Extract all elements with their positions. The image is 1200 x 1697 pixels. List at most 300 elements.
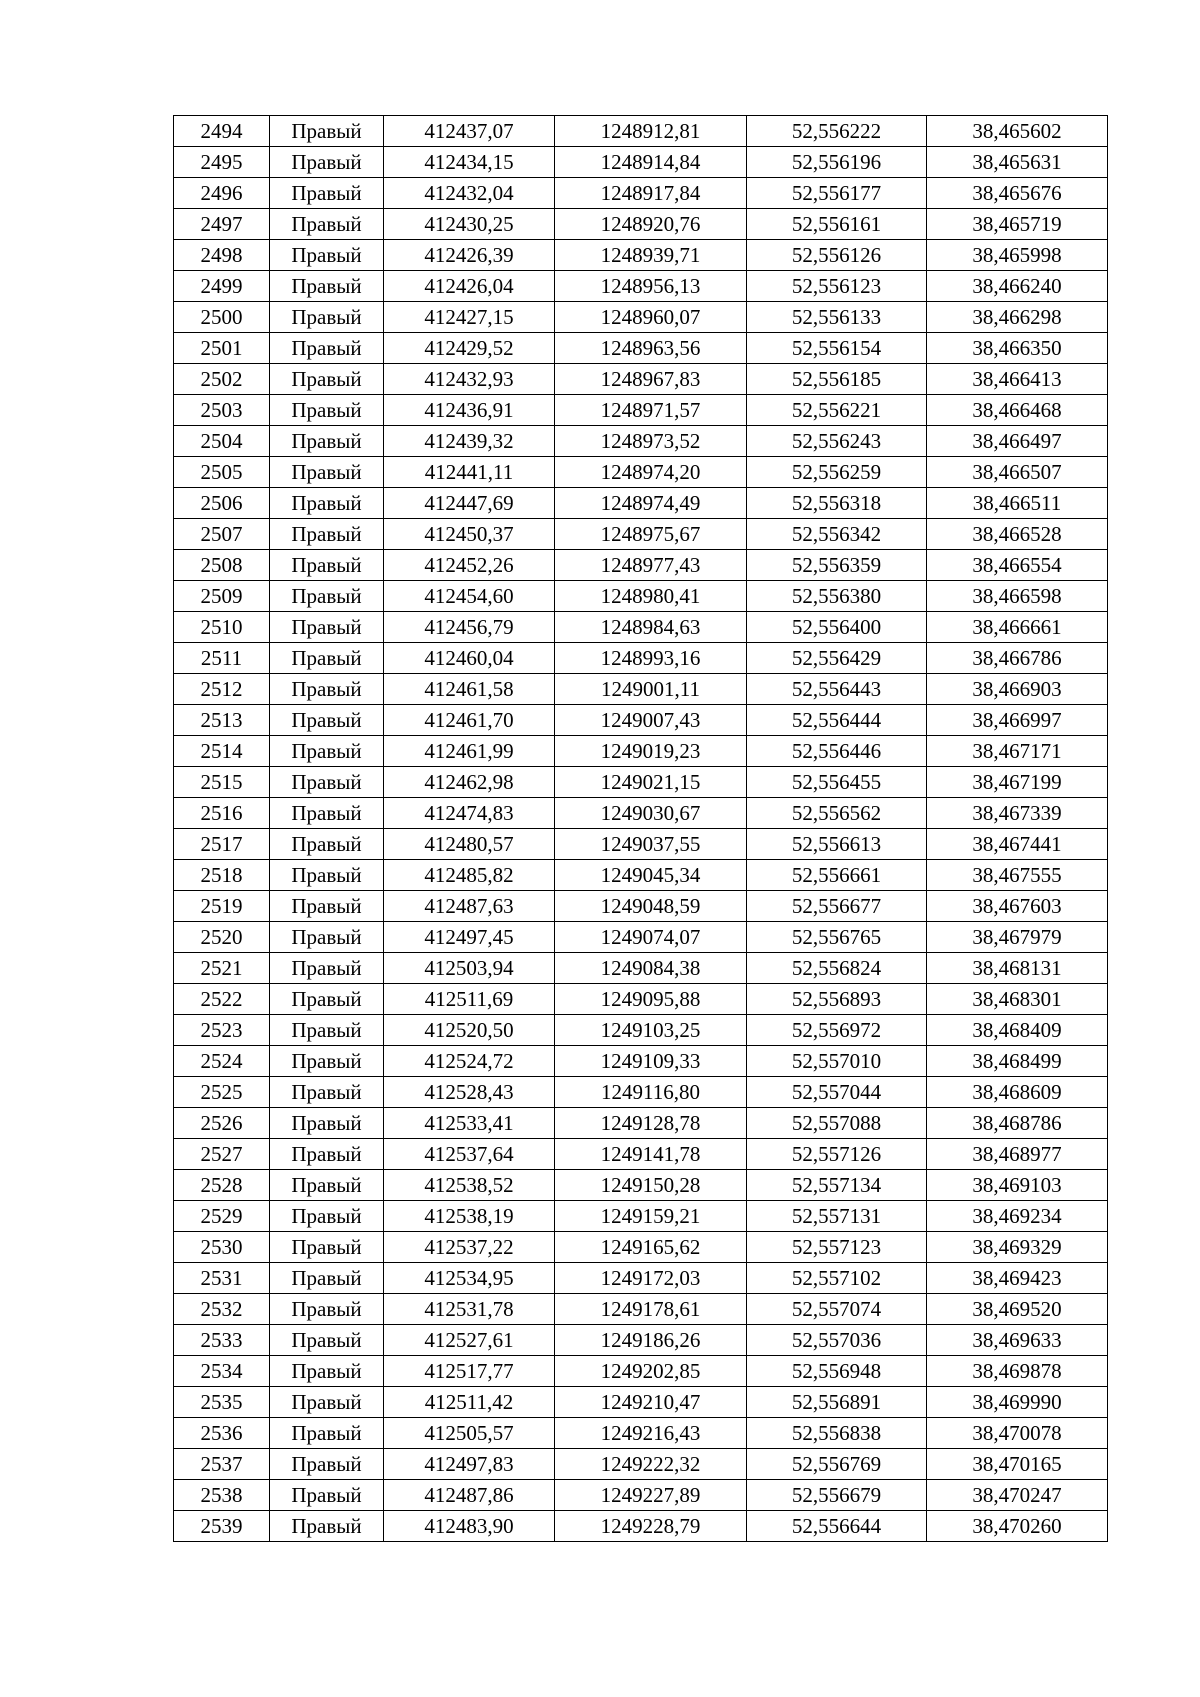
y-coordinate-cell: 1249103,25 [555,1015,747,1046]
y-coordinate-cell: 1248912,81 [555,116,747,147]
longitude-cell: 38,469329 [927,1232,1108,1263]
side-cell: Правый [270,1387,384,1418]
x-coordinate-cell: 412524,72 [384,1046,555,1077]
side-cell: Правый [270,302,384,333]
point-number-cell: 2527 [174,1139,270,1170]
y-coordinate-cell: 1248920,76 [555,209,747,240]
x-coordinate-cell: 412462,98 [384,767,555,798]
latitude-cell: 52,556948 [747,1356,927,1387]
latitude-cell: 52,556679 [747,1480,927,1511]
point-number-cell: 2515 [174,767,270,798]
x-coordinate-cell: 412452,26 [384,550,555,581]
side-cell: Правый [270,1046,384,1077]
longitude-cell: 38,466786 [927,643,1108,674]
side-cell: Правый [270,767,384,798]
table-row [174,1108,1108,1139]
point-number-cell: 2514 [174,736,270,767]
point-number-cell: 2519 [174,891,270,922]
y-coordinate-cell: 1249048,59 [555,891,747,922]
point-number-cell: 2504 [174,426,270,457]
point-number-cell: 2534 [174,1356,270,1387]
side-cell: Правый [270,891,384,922]
x-coordinate-cell: 412436,91 [384,395,555,426]
point-number-cell: 2531 [174,1263,270,1294]
y-coordinate-cell: 1248967,83 [555,364,747,395]
latitude-cell: 52,556243 [747,426,927,457]
side-cell: Правый [270,519,384,550]
y-coordinate-cell: 1248960,07 [555,302,747,333]
y-coordinate-cell: 1248914,84 [555,147,747,178]
latitude-cell: 52,556429 [747,643,927,674]
y-coordinate-cell: 1249095,88 [555,984,747,1015]
side-cell: Правый [270,364,384,395]
x-coordinate-cell: 412497,83 [384,1449,555,1480]
latitude-cell: 52,556161 [747,209,927,240]
side-cell: Правый [270,798,384,829]
side-cell: Правый [270,1263,384,1294]
longitude-cell: 38,467979 [927,922,1108,953]
point-number-cell: 2536 [174,1418,270,1449]
point-number-cell: 2508 [174,550,270,581]
longitude-cell: 38,468409 [927,1015,1108,1046]
table-row [174,209,1108,240]
x-coordinate-cell: 412427,15 [384,302,555,333]
table-row [174,302,1108,333]
latitude-cell: 52,557036 [747,1325,927,1356]
table-row [174,767,1108,798]
x-coordinate-cell: 412527,61 [384,1325,555,1356]
point-number-cell: 2539 [174,1511,270,1542]
point-number-cell: 2528 [174,1170,270,1201]
point-number-cell: 2505 [174,457,270,488]
point-number-cell: 2511 [174,643,270,674]
coordinates-table-body [174,116,1108,1542]
side-cell: Правый [270,1325,384,1356]
point-number-cell: 2530 [174,1232,270,1263]
side-cell: Правый [270,1418,384,1449]
x-coordinate-cell: 412441,11 [384,457,555,488]
point-number-cell: 2517 [174,829,270,860]
table-row [174,1015,1108,1046]
table-row [174,1232,1108,1263]
longitude-cell: 38,466598 [927,581,1108,612]
longitude-cell: 38,466240 [927,271,1108,302]
x-coordinate-cell: 412480,57 [384,829,555,860]
table-row [174,891,1108,922]
longitude-cell: 38,466468 [927,395,1108,426]
latitude-cell: 52,556769 [747,1449,927,1480]
latitude-cell: 52,556123 [747,271,927,302]
x-coordinate-cell: 412439,32 [384,426,555,457]
y-coordinate-cell: 1249210,47 [555,1387,747,1418]
point-number-cell: 2499 [174,271,270,302]
x-coordinate-cell: 412461,70 [384,705,555,736]
latitude-cell: 52,556838 [747,1418,927,1449]
y-coordinate-cell: 1249227,89 [555,1480,747,1511]
x-coordinate-cell: 412537,22 [384,1232,555,1263]
table-row [174,922,1108,953]
longitude-cell: 38,468786 [927,1108,1108,1139]
y-coordinate-cell: 1249186,26 [555,1325,747,1356]
latitude-cell: 52,557102 [747,1263,927,1294]
latitude-cell: 52,556342 [747,519,927,550]
x-coordinate-cell: 412533,41 [384,1108,555,1139]
table-row [174,984,1108,1015]
latitude-cell: 52,556177 [747,178,927,209]
side-cell: Правый [270,643,384,674]
side-cell: Правый [270,1170,384,1201]
side-cell: Правый [270,178,384,209]
table-row [174,1046,1108,1077]
x-coordinate-cell: 412450,37 [384,519,555,550]
longitude-cell: 38,469990 [927,1387,1108,1418]
side-cell: Правый [270,240,384,271]
y-coordinate-cell: 1249045,34 [555,860,747,891]
table-row [174,457,1108,488]
table-row [174,1511,1108,1542]
longitude-cell: 38,469103 [927,1170,1108,1201]
latitude-cell: 52,556221 [747,395,927,426]
table-row [174,1201,1108,1232]
side-cell: Правый [270,147,384,178]
x-coordinate-cell: 412474,83 [384,798,555,829]
side-cell: Правый [270,612,384,643]
y-coordinate-cell: 1249178,61 [555,1294,747,1325]
side-cell: Правый [270,736,384,767]
longitude-cell: 38,470078 [927,1418,1108,1449]
side-cell: Правый [270,1294,384,1325]
point-number-cell: 2518 [174,860,270,891]
x-coordinate-cell: 412456,79 [384,612,555,643]
longitude-cell: 38,466497 [927,426,1108,457]
x-coordinate-cell: 412538,19 [384,1201,555,1232]
table-row [174,1077,1108,1108]
point-number-cell: 2507 [174,519,270,550]
point-number-cell: 2537 [174,1449,270,1480]
side-cell: Правый [270,333,384,364]
table-row [174,333,1108,364]
y-coordinate-cell: 1249030,67 [555,798,747,829]
longitude-cell: 38,466507 [927,457,1108,488]
longitude-cell: 38,469423 [927,1263,1108,1294]
point-number-cell: 2520 [174,922,270,953]
table-row [174,1294,1108,1325]
longitude-cell: 38,470165 [927,1449,1108,1480]
table-row [174,1418,1108,1449]
point-number-cell: 2526 [174,1108,270,1139]
longitude-cell: 38,466554 [927,550,1108,581]
latitude-cell: 52,557074 [747,1294,927,1325]
latitude-cell: 52,556972 [747,1015,927,1046]
latitude-cell: 52,556222 [747,116,927,147]
table-row [174,953,1108,984]
y-coordinate-cell: 1249141,78 [555,1139,747,1170]
latitude-cell: 52,556613 [747,829,927,860]
longitude-cell: 38,466413 [927,364,1108,395]
latitude-cell: 52,557010 [747,1046,927,1077]
table-row [174,240,1108,271]
longitude-cell: 38,470247 [927,1480,1108,1511]
latitude-cell: 52,556893 [747,984,927,1015]
longitude-cell: 38,466298 [927,302,1108,333]
y-coordinate-cell: 1249074,07 [555,922,747,953]
y-coordinate-cell: 1249019,23 [555,736,747,767]
side-cell: Правый [270,550,384,581]
y-coordinate-cell: 1249007,43 [555,705,747,736]
side-cell: Правый [270,209,384,240]
y-coordinate-cell: 1249084,38 [555,953,747,984]
y-coordinate-cell: 1249116,80 [555,1077,747,1108]
side-cell: Правый [270,1511,384,1542]
point-number-cell: 2512 [174,674,270,705]
table-row [174,178,1108,209]
x-coordinate-cell: 412511,69 [384,984,555,1015]
table-row [174,1263,1108,1294]
latitude-cell: 52,556677 [747,891,927,922]
x-coordinate-cell: 412483,90 [384,1511,555,1542]
longitude-cell: 38,466997 [927,705,1108,736]
y-coordinate-cell: 1249001,11 [555,674,747,705]
longitude-cell: 38,467171 [927,736,1108,767]
latitude-cell: 52,556259 [747,457,927,488]
table-row [174,674,1108,705]
latitude-cell: 52,556318 [747,488,927,519]
table-row [174,860,1108,891]
side-cell: Правый [270,1201,384,1232]
side-cell: Правый [270,271,384,302]
point-number-cell: 2509 [174,581,270,612]
x-coordinate-cell: 412531,78 [384,1294,555,1325]
side-cell: Правый [270,922,384,953]
side-cell: Правый [270,1077,384,1108]
longitude-cell: 38,468499 [927,1046,1108,1077]
longitude-cell: 38,470260 [927,1511,1108,1542]
point-number-cell: 2502 [174,364,270,395]
longitude-cell: 38,468609 [927,1077,1108,1108]
point-number-cell: 2494 [174,116,270,147]
latitude-cell: 52,556133 [747,302,927,333]
latitude-cell: 52,556765 [747,922,927,953]
y-coordinate-cell: 1249037,55 [555,829,747,860]
point-number-cell: 2516 [174,798,270,829]
y-coordinate-cell: 1248963,56 [555,333,747,364]
point-number-cell: 2529 [174,1201,270,1232]
x-coordinate-cell: 412429,52 [384,333,555,364]
latitude-cell: 52,556444 [747,705,927,736]
y-coordinate-cell: 1249128,78 [555,1108,747,1139]
x-coordinate-cell: 412461,58 [384,674,555,705]
table-row [174,1325,1108,1356]
side-cell: Правый [270,581,384,612]
x-coordinate-cell: 412538,52 [384,1170,555,1201]
table-row [174,364,1108,395]
x-coordinate-cell: 412426,04 [384,271,555,302]
table-row [174,271,1108,302]
side-cell: Правый [270,705,384,736]
x-coordinate-cell: 412434,15 [384,147,555,178]
latitude-cell: 52,557126 [747,1139,927,1170]
side-cell: Правый [270,829,384,860]
table-row [174,395,1108,426]
y-coordinate-cell: 1249159,21 [555,1201,747,1232]
point-number-cell: 2535 [174,1387,270,1418]
x-coordinate-cell: 412454,60 [384,581,555,612]
longitude-cell: 38,465719 [927,209,1108,240]
y-coordinate-cell: 1248973,52 [555,426,747,457]
y-coordinate-cell: 1248956,13 [555,271,747,302]
point-number-cell: 2538 [174,1480,270,1511]
side-cell: Правый [270,674,384,705]
side-cell: Правый [270,457,384,488]
table-row [174,426,1108,457]
y-coordinate-cell: 1248974,49 [555,488,747,519]
table-row [174,116,1108,147]
y-coordinate-cell: 1248971,57 [555,395,747,426]
longitude-cell: 38,465602 [927,116,1108,147]
x-coordinate-cell: 412511,42 [384,1387,555,1418]
y-coordinate-cell: 1248939,71 [555,240,747,271]
longitude-cell: 38,466661 [927,612,1108,643]
y-coordinate-cell: 1249109,33 [555,1046,747,1077]
latitude-cell: 52,556661 [747,860,927,891]
y-coordinate-cell: 1248977,43 [555,550,747,581]
y-coordinate-cell: 1249021,15 [555,767,747,798]
x-coordinate-cell: 412487,86 [384,1480,555,1511]
latitude-cell: 52,556455 [747,767,927,798]
x-coordinate-cell: 412432,93 [384,364,555,395]
latitude-cell: 52,557131 [747,1201,927,1232]
point-number-cell: 2497 [174,209,270,240]
side-cell: Правый [270,1015,384,1046]
longitude-cell: 38,467603 [927,891,1108,922]
point-number-cell: 2522 [174,984,270,1015]
x-coordinate-cell: 412432,04 [384,178,555,209]
table-row [174,1170,1108,1201]
side-cell: Правый [270,1232,384,1263]
longitude-cell: 38,467339 [927,798,1108,829]
x-coordinate-cell: 412505,57 [384,1418,555,1449]
side-cell: Правый [270,116,384,147]
y-coordinate-cell: 1248993,16 [555,643,747,674]
point-number-cell: 2533 [174,1325,270,1356]
longitude-cell: 38,469633 [927,1325,1108,1356]
longitude-cell: 38,465676 [927,178,1108,209]
table-row [174,488,1108,519]
latitude-cell: 52,557123 [747,1232,927,1263]
table-row [174,612,1108,643]
latitude-cell: 52,556824 [747,953,927,984]
longitude-cell: 38,466350 [927,333,1108,364]
point-number-cell: 2521 [174,953,270,984]
latitude-cell: 52,556644 [747,1511,927,1542]
latitude-cell: 52,556443 [747,674,927,705]
longitude-cell: 38,468131 [927,953,1108,984]
x-coordinate-cell: 412497,45 [384,922,555,953]
y-coordinate-cell: 1249165,62 [555,1232,747,1263]
longitude-cell: 38,467555 [927,860,1108,891]
latitude-cell: 52,556400 [747,612,927,643]
x-coordinate-cell: 412426,39 [384,240,555,271]
side-cell: Правый [270,395,384,426]
point-number-cell: 2498 [174,240,270,271]
side-cell: Правый [270,1356,384,1387]
y-coordinate-cell: 1248980,41 [555,581,747,612]
longitude-cell: 38,465998 [927,240,1108,271]
side-cell: Правый [270,860,384,891]
longitude-cell: 38,469520 [927,1294,1108,1325]
point-number-cell: 2495 [174,147,270,178]
x-coordinate-cell: 412447,69 [384,488,555,519]
x-coordinate-cell: 412503,94 [384,953,555,984]
y-coordinate-cell: 1248974,20 [555,457,747,488]
point-number-cell: 2525 [174,1077,270,1108]
y-coordinate-cell: 1249202,85 [555,1356,747,1387]
side-cell: Правый [270,1480,384,1511]
latitude-cell: 52,556891 [747,1387,927,1418]
y-coordinate-cell: 1249216,43 [555,1418,747,1449]
y-coordinate-cell: 1249172,03 [555,1263,747,1294]
y-coordinate-cell: 1248984,63 [555,612,747,643]
table-row [174,705,1108,736]
longitude-cell: 38,467441 [927,829,1108,860]
latitude-cell: 52,556196 [747,147,927,178]
y-coordinate-cell: 1249222,32 [555,1449,747,1480]
point-number-cell: 2503 [174,395,270,426]
x-coordinate-cell: 412520,50 [384,1015,555,1046]
longitude-cell: 38,467199 [927,767,1108,798]
table-row [174,1480,1108,1511]
x-coordinate-cell: 412460,04 [384,643,555,674]
table-row [174,1387,1108,1418]
point-number-cell: 2500 [174,302,270,333]
table-row [174,643,1108,674]
latitude-cell: 52,557134 [747,1170,927,1201]
side-cell: Правый [270,1449,384,1480]
latitude-cell: 52,556380 [747,581,927,612]
latitude-cell: 52,556562 [747,798,927,829]
latitude-cell: 52,557044 [747,1077,927,1108]
table-row [174,550,1108,581]
point-number-cell: 2496 [174,178,270,209]
side-cell: Правый [270,1139,384,1170]
latitude-cell: 52,556126 [747,240,927,271]
x-coordinate-cell: 412537,64 [384,1139,555,1170]
side-cell: Правый [270,984,384,1015]
table-row [174,829,1108,860]
point-number-cell: 2501 [174,333,270,364]
longitude-cell: 38,468301 [927,984,1108,1015]
longitude-cell: 38,466903 [927,674,1108,705]
side-cell: Правый [270,1108,384,1139]
table-row [174,1449,1108,1480]
y-coordinate-cell: 1248975,67 [555,519,747,550]
x-coordinate-cell: 412437,07 [384,116,555,147]
longitude-cell: 38,469878 [927,1356,1108,1387]
x-coordinate-cell: 412517,77 [384,1356,555,1387]
longitude-cell: 38,469234 [927,1201,1108,1232]
table-row [174,581,1108,612]
table-row [174,736,1108,767]
y-coordinate-cell: 1249150,28 [555,1170,747,1201]
table-row [174,519,1108,550]
x-coordinate-cell: 412430,25 [384,209,555,240]
x-coordinate-cell: 412528,43 [384,1077,555,1108]
point-number-cell: 2524 [174,1046,270,1077]
x-coordinate-cell: 412461,99 [384,736,555,767]
latitude-cell: 52,557088 [747,1108,927,1139]
point-number-cell: 2506 [174,488,270,519]
side-cell: Правый [270,426,384,457]
